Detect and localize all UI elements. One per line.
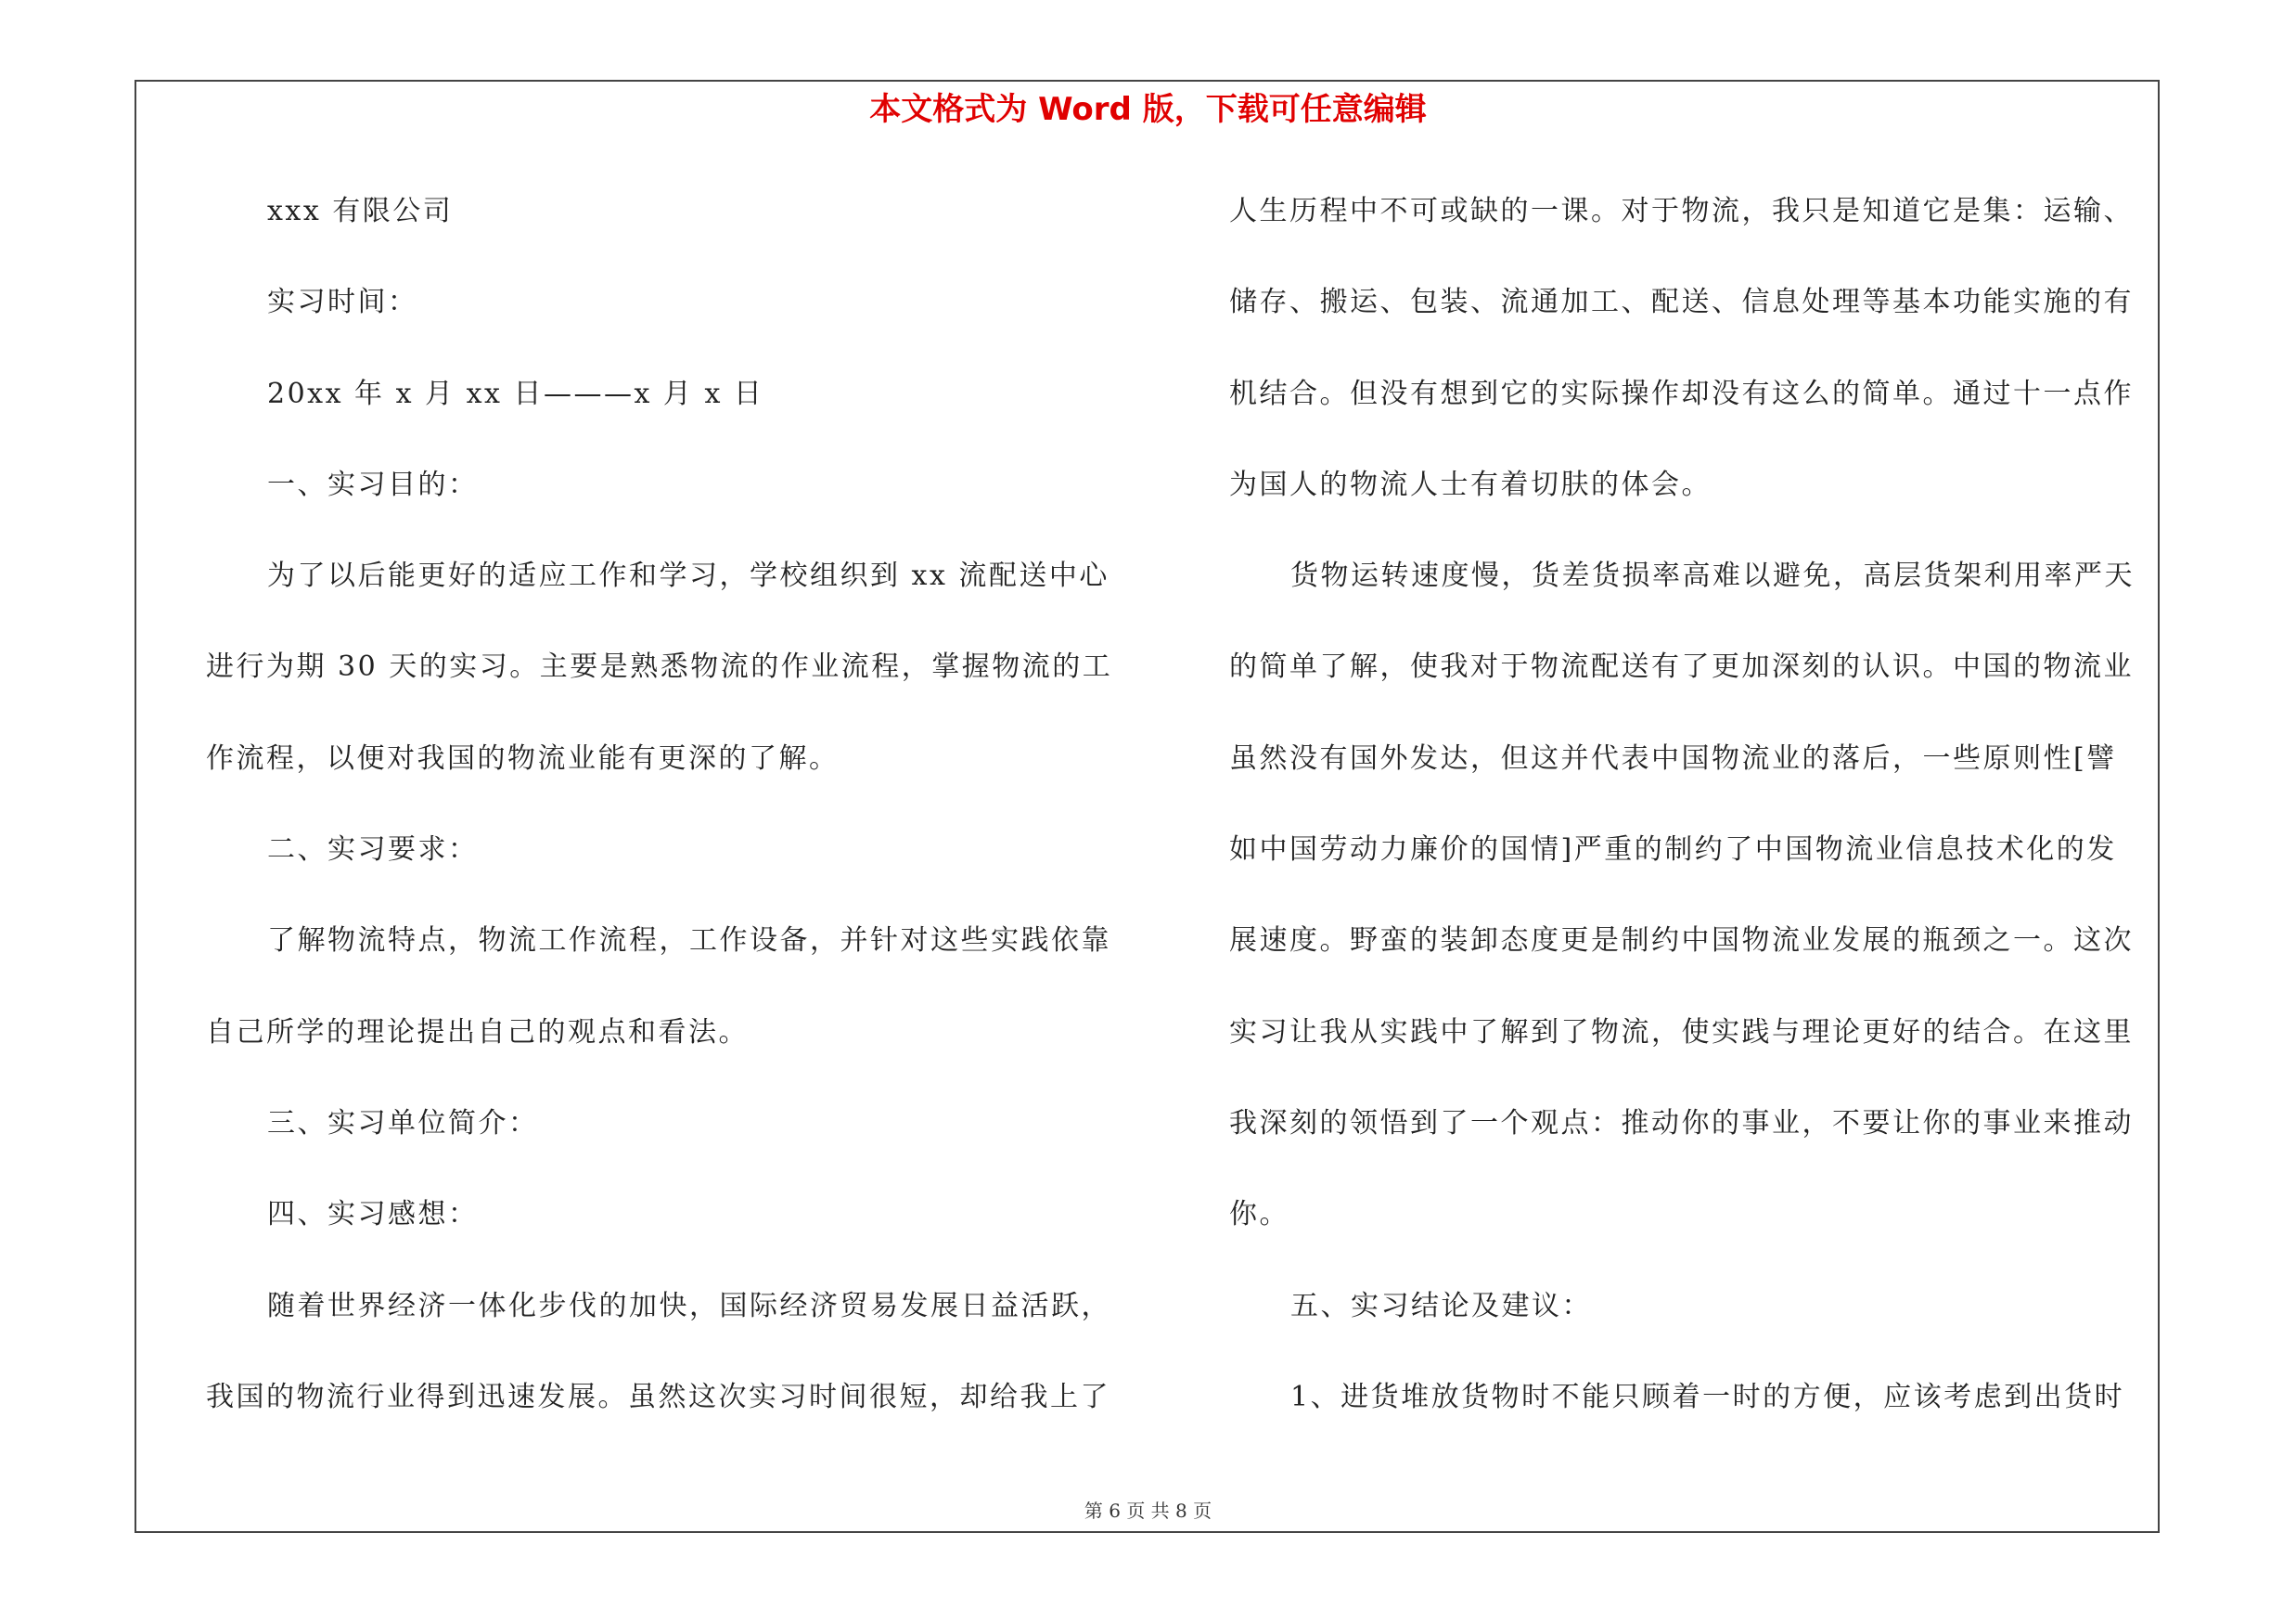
text-line: 为了以后能更好的适应工作和学习，学校组织到 xx 流配送中心 xyxy=(267,560,1110,593)
text-line: 我深刻的领悟到了一个观点：推动你的事业，不要让你的事业来推动 xyxy=(1229,1106,2134,1140)
right-column xyxy=(1229,184,2166,1461)
text-line: 我国的物流行业得到迅速发展。虽然这次实习时间很短，却给我上了 xyxy=(206,1380,1110,1413)
text-line: 机结合。但没有想到它的实际操作却没有这么的简单。通过十一点作 xyxy=(1229,377,2134,410)
text-line: xxx 有限公司 xyxy=(267,195,454,227)
text-line: 为国人的物流人士有着切肤的体会。 xyxy=(1229,468,1712,501)
page-number: 第 6 页 共 8 页 xyxy=(1084,1500,1212,1522)
text-line: 四、实习感想： xyxy=(267,1198,479,1231)
text-line: 一、实习目的： xyxy=(267,468,479,501)
text-line: 货物运转速度慢，货差货损率高难以避免，高层货架利用率严天 xyxy=(1290,560,2135,593)
text-line: 的简单了解，使我对于物流配送有了更加深刻的认识。中国的物流业 xyxy=(1229,650,2134,684)
text-line: 储存、搬运、包装、流通加工、配送、信息处理等基本功能实施的有 xyxy=(1229,286,2134,319)
text-line: 1、进货堆放货物时不能只顾着一时的方便，应该考虑到出货时 xyxy=(1290,1380,2125,1413)
text-line: 虽然没有国外发达，但这并代表中国物流业的落后，一些原则性[譬 xyxy=(1229,741,2117,775)
text-line: 你。 xyxy=(1229,1198,1289,1231)
format-notice-banner: 本文格式为 Word 版，下载可任意编辑 xyxy=(869,91,1427,128)
text-line: 作流程，以便对我国的物流业能有更深的了解。 xyxy=(206,741,840,775)
text-line: 二、实习要求： xyxy=(267,833,479,867)
text-line: 进行为期 30 天的实习。主要是熟悉物流的作业流程，掌握物流的工 xyxy=(206,650,1113,684)
text-line: 了解物流特点，物流工作流程，工作设备，并针对这些实践依靠 xyxy=(267,924,1111,958)
left-column xyxy=(206,184,1148,1461)
text-line: 自己所学的理论提出自己的观点和看法。 xyxy=(206,1015,749,1049)
text-line: 展速度。野蛮的装卸态度更是制约中国物流业发展的瓶颈之一。这次 xyxy=(1229,924,2134,958)
text-line: 五、实习结论及建议： xyxy=(1290,1289,1592,1322)
text-line: 人生历程中不可或缺的一课。对于物流，我只是知道它是集：运输、 xyxy=(1229,195,2134,227)
text-line: 实习让我从实践中了解到了物流，使实践与理论更好的结合。在这里 xyxy=(1229,1015,2134,1049)
text-line: 如中国劳动力廉价的国情]严重的制约了中国物流业信息技术化的发 xyxy=(1229,833,2117,867)
text-line: 20xx 年 x 月 xx 日———x 月 x 日 xyxy=(267,377,764,410)
text-line: 三、实习单位简介： xyxy=(267,1106,539,1140)
text-line: 实习时间： xyxy=(267,286,418,319)
text-line: 随着世界经济一体化步伐的加快，国际经济贸易发展日益活跃， xyxy=(267,1289,1111,1322)
